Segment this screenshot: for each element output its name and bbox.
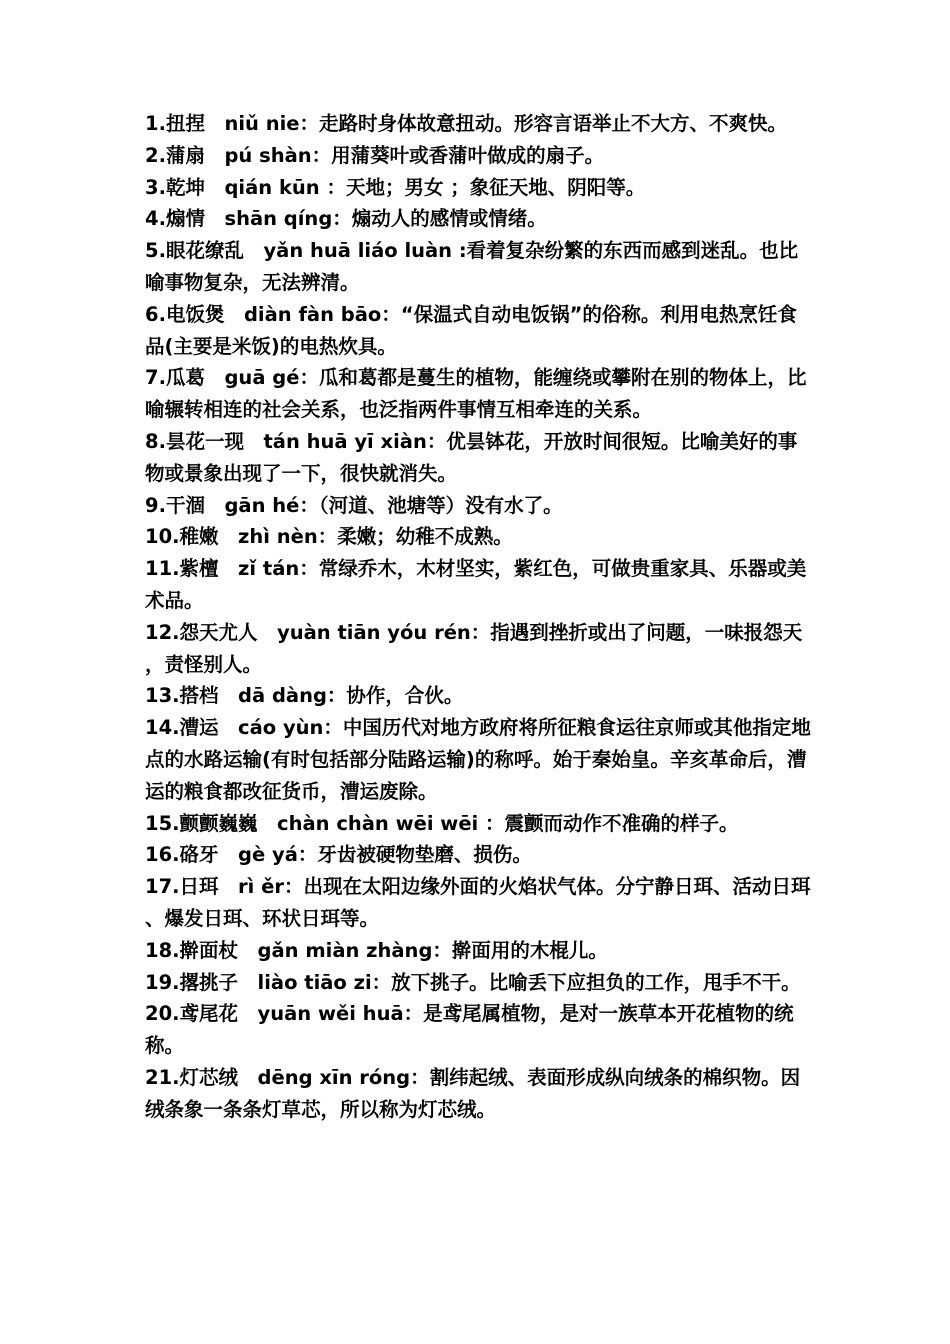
- vocab-entry-1: 1.扭捏 niǔ nie：走路时身体故意扭动。形容言语举止不大方、不爽快。: [145, 112, 788, 135]
- vocab-entry-13: 13.搭档 dā dàng：协作，合伙。: [145, 684, 464, 708]
- vocab-entry-20: 20.鸢尾花 yuān wěi huā：是鸢尾属植物，是对一族草本开花植物的统称。: [145, 1002, 794, 1058]
- vocab-entry-19: 19.撂挑子 liào tiāo zi：放下挑子。比喻丢下应担负的工作，甩手不干。: [145, 970, 801, 994]
- vocab-entry-8: 8.昙花一现 tán huā yī xiàn：优昙钵花，开放时间很短。比喻美好的事物或景象出现了一下，很快就消失。: [145, 429, 798, 485]
- vocab-entry-15: 15.颤颤巍巍 chàn chàn wēi wēi ：震颤而动作不准确的样子。: [145, 811, 739, 835]
- vocab-entry-11: 11.紫檀 zǐ tán：常绿乔木，木材坚实，紫红色，可做贵重家具、乐器或美术品。: [145, 557, 807, 612]
- vocab-entry-4: 4.煽情 shān qíng：煽动人的感情或情绪。: [145, 207, 547, 231]
- vocab-entry-18: 18.擀面杖 gǎn miàn zhàng：擀面用的木棍儿。: [145, 938, 608, 962]
- vocab-entry-7: 7.瓜葛 guā gé：瓜和葛都是蔓生的植物，能缠绕或攀附在别的物体上，比喻辗转相连的社会关系，也泛指两件事情互相牵连的关系。: [145, 366, 807, 422]
- vocab-entry-16: 16.硌牙 gè yá：牙齿被硬物垫磨、损伤。: [145, 843, 532, 867]
- vocab-entry-21: 21.灯芯绒 dēng xīn róng：割纬起绒、表面形成纵向绒条的棉织物。因绒条象一条条灯草芯，所以称为灯芯绒。: [145, 1065, 801, 1121]
- vocab-entry-10: 10.稚嫩 zhì nèn：柔嫩；幼稚不成熟。: [145, 525, 513, 549]
- vocab-entry-6: 6.电饭煲 diàn fàn bāo：“保温式自动电饭锅”的俗称。利用电热烹饪食品(主要是米饭)的电热炊具。: [145, 302, 797, 358]
- vocab-entry-12: 12.怨天尤人 yuàn tiān yóu rén：指遇到挫折或出了问题，一味报怨天，责怪别人。: [145, 620, 803, 676]
- vocabulary-list: [145, 108, 813, 1126]
- vocab-entry-2: 2.蒲扇 pú shàn：用蒲葵叶或香蒲叶做成的扇子。: [145, 143, 605, 167]
- vocab-entry-3: 3.乾坤 qián kūn ：天地；男女 ；象征天地、阴阳等。: [145, 175, 646, 199]
- vocab-entry-14: 14.漕运 cáo yùn：中国历代对地方政府将所征粮食运往京师或其他指定地点的水路运输(有时包括部分陆路运输)的称呼。始于秦始皇。辛亥革命后，漕运的粮食都改征货币，漕运废除。: [145, 716, 811, 803]
- vocab-entry-9: 9.干涸 gān hé：（河道、池塘等）没有水了。: [145, 493, 563, 517]
- vocab-entry-5: 5.眼花缭乱 yǎn huā liáo luàn :看着复杂纷繁的东西而感到迷乱。也比喻事物复杂，无法辨清。: [145, 239, 799, 294]
- vocab-entry-17: 17.日珥 rì ěr：出现在太阳边缘外面的火焰状气体。分宁静日珥、活动日珥、爆发日珥、环状日珥等。: [145, 875, 811, 930]
